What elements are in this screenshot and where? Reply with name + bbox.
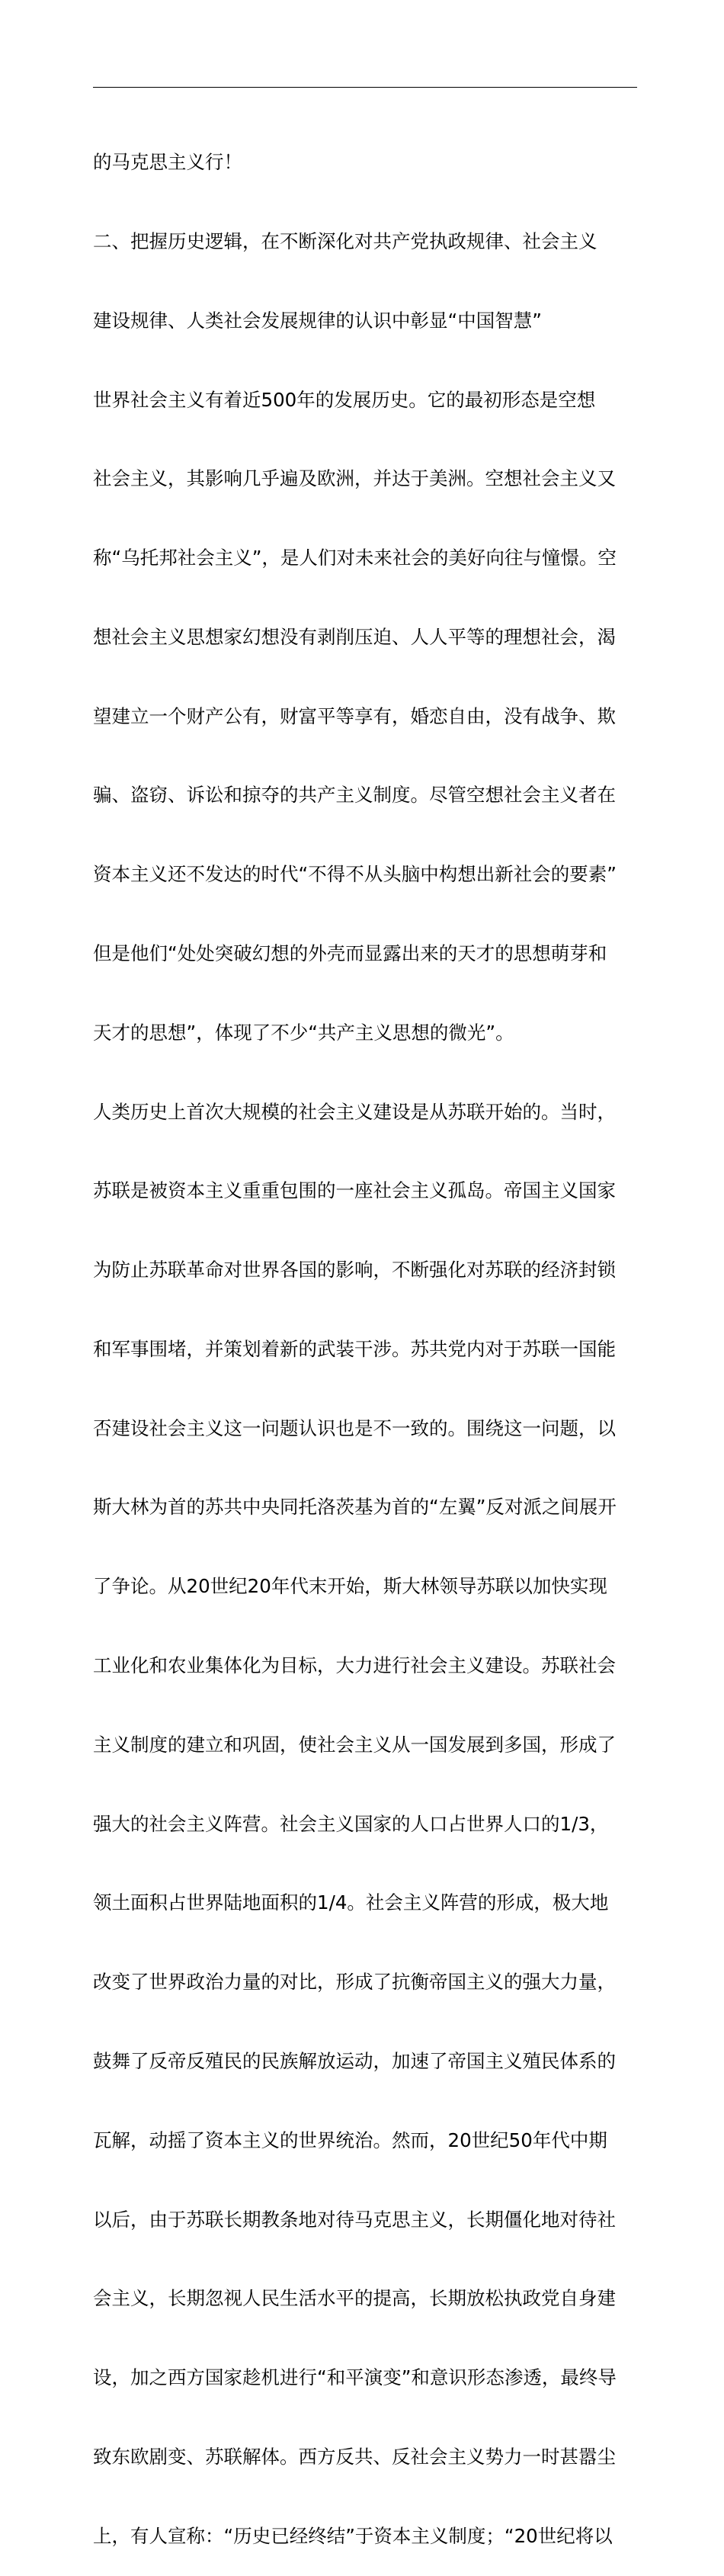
text-line: 想社会主义思想家幻想没有剥削压迫、人人平等的理想社会，渴 [93,625,616,648]
text-line: 否建设社会主义这一问题认识也是不一致的。围绕这一问题，以 [93,1416,616,1439]
text-line: 天才的思想”，体现了不少“共产主义思想的微光”。 [93,1021,514,1044]
text-line: 致东欧剧变、苏联解体。西方反共、反社会主义势力一时甚嚣尘 [93,2445,616,2468]
text-line: 人类历史上首次大规模的社会主义建设是从苏联开始的。当时， [93,1100,616,1123]
text-line: 骗、盗窃、诉讼和掠夺的共产主义制度。尽管空想社会主义者在 [93,784,616,807]
text-line: 斯大林为首的苏共中央同托洛茨基为首的“左翼”反对派之间展开 [93,1496,617,1519]
text-line: 了争论。从20世纪20年代末开始，斯大林领导苏联以加快实现 [93,1575,607,1598]
text-line: 领土面积占世界陆地面积的1/4。社会主义阵营的形成，极大地 [93,1891,609,1914]
text-line: 瓦解，动摇了资本主义的世界统治。然而，20世纪50年代中期 [93,2128,607,2151]
text-line: 但是他们“处处突破幻想的外壳而显露出来的天才的思想萌芽和 [93,942,607,964]
text-line: 世界社会主义有着近500年的发展历史。它的最初形态是空想 [93,388,596,411]
text-line: 设，加之西方国家趁机进行“和平演变”和意识形态渗透，最终导 [93,2366,617,2389]
document-body [93,97,639,2576]
text-line: 称“乌托邦社会主义”，是人们对未来社会的美好向往与憧憬。空 [93,547,617,569]
text-line: 以后，由于苏联长期教条地对待马克思主义，长期僵化地对待社 [93,2208,616,2231]
text-line: 强大的社会主义阵营。社会主义国家的人口占世界人口的1/3， [93,1812,609,1835]
text-line: 和军事围堵，并策划着新的武装干涉。苏共党内对于苏联一国能 [93,1337,616,1360]
section-heading-line: 二、把握历史逻辑，在不断深化对共产党执政规律、社会主义 [93,229,597,252]
text-line: 上，有人宣称：“历史已经终结”于资本主义制度；“20世纪将以 [93,2524,613,2547]
text-line: 社会主义，其影响几乎遍及欧洲，并达于美洲。空想社会主义又 [93,467,616,490]
text-line: 苏联是被资本主义重重包围的一座社会主义孤岛。帝国主义国家 [93,1179,616,1202]
section-heading-line: 建设规律、人类社会发展规律的认识中彰显“中国智慧” [93,309,542,332]
text-line: 会主义，长期忽视人民生活水平的提高，长期放松执政党自身建 [93,2287,616,2310]
text-line: 望建立一个财产公有，财富平等享有，婚恋自由，没有战争、欺 [93,704,616,727]
text-line: 资本主义还不发达的时代“不得不从头脑中构想出新社会的要素” [93,863,617,886]
text-line: 主义制度的建立和巩固，使社会主义从一国发展到多国，形成了 [93,1733,616,1756]
text-line: 改变了世界政治力量的对比，形成了抗衡帝国主义的强大力量， [93,1971,616,1994]
text-line: 为防止苏联革命对世界各国的影响，不断强化对苏联的经济封锁 [93,1259,616,1282]
text-line: 鼓舞了反帝反殖民的民族解放运动，加速了帝国主义殖民体系的 [93,2049,616,2072]
text-line: 的马克思主义行！ [93,151,242,174]
text-line: 工业化和农业集体化为目标，大力进行社会主义建设。苏联社会 [93,1654,616,1677]
header-rule [93,87,637,88]
